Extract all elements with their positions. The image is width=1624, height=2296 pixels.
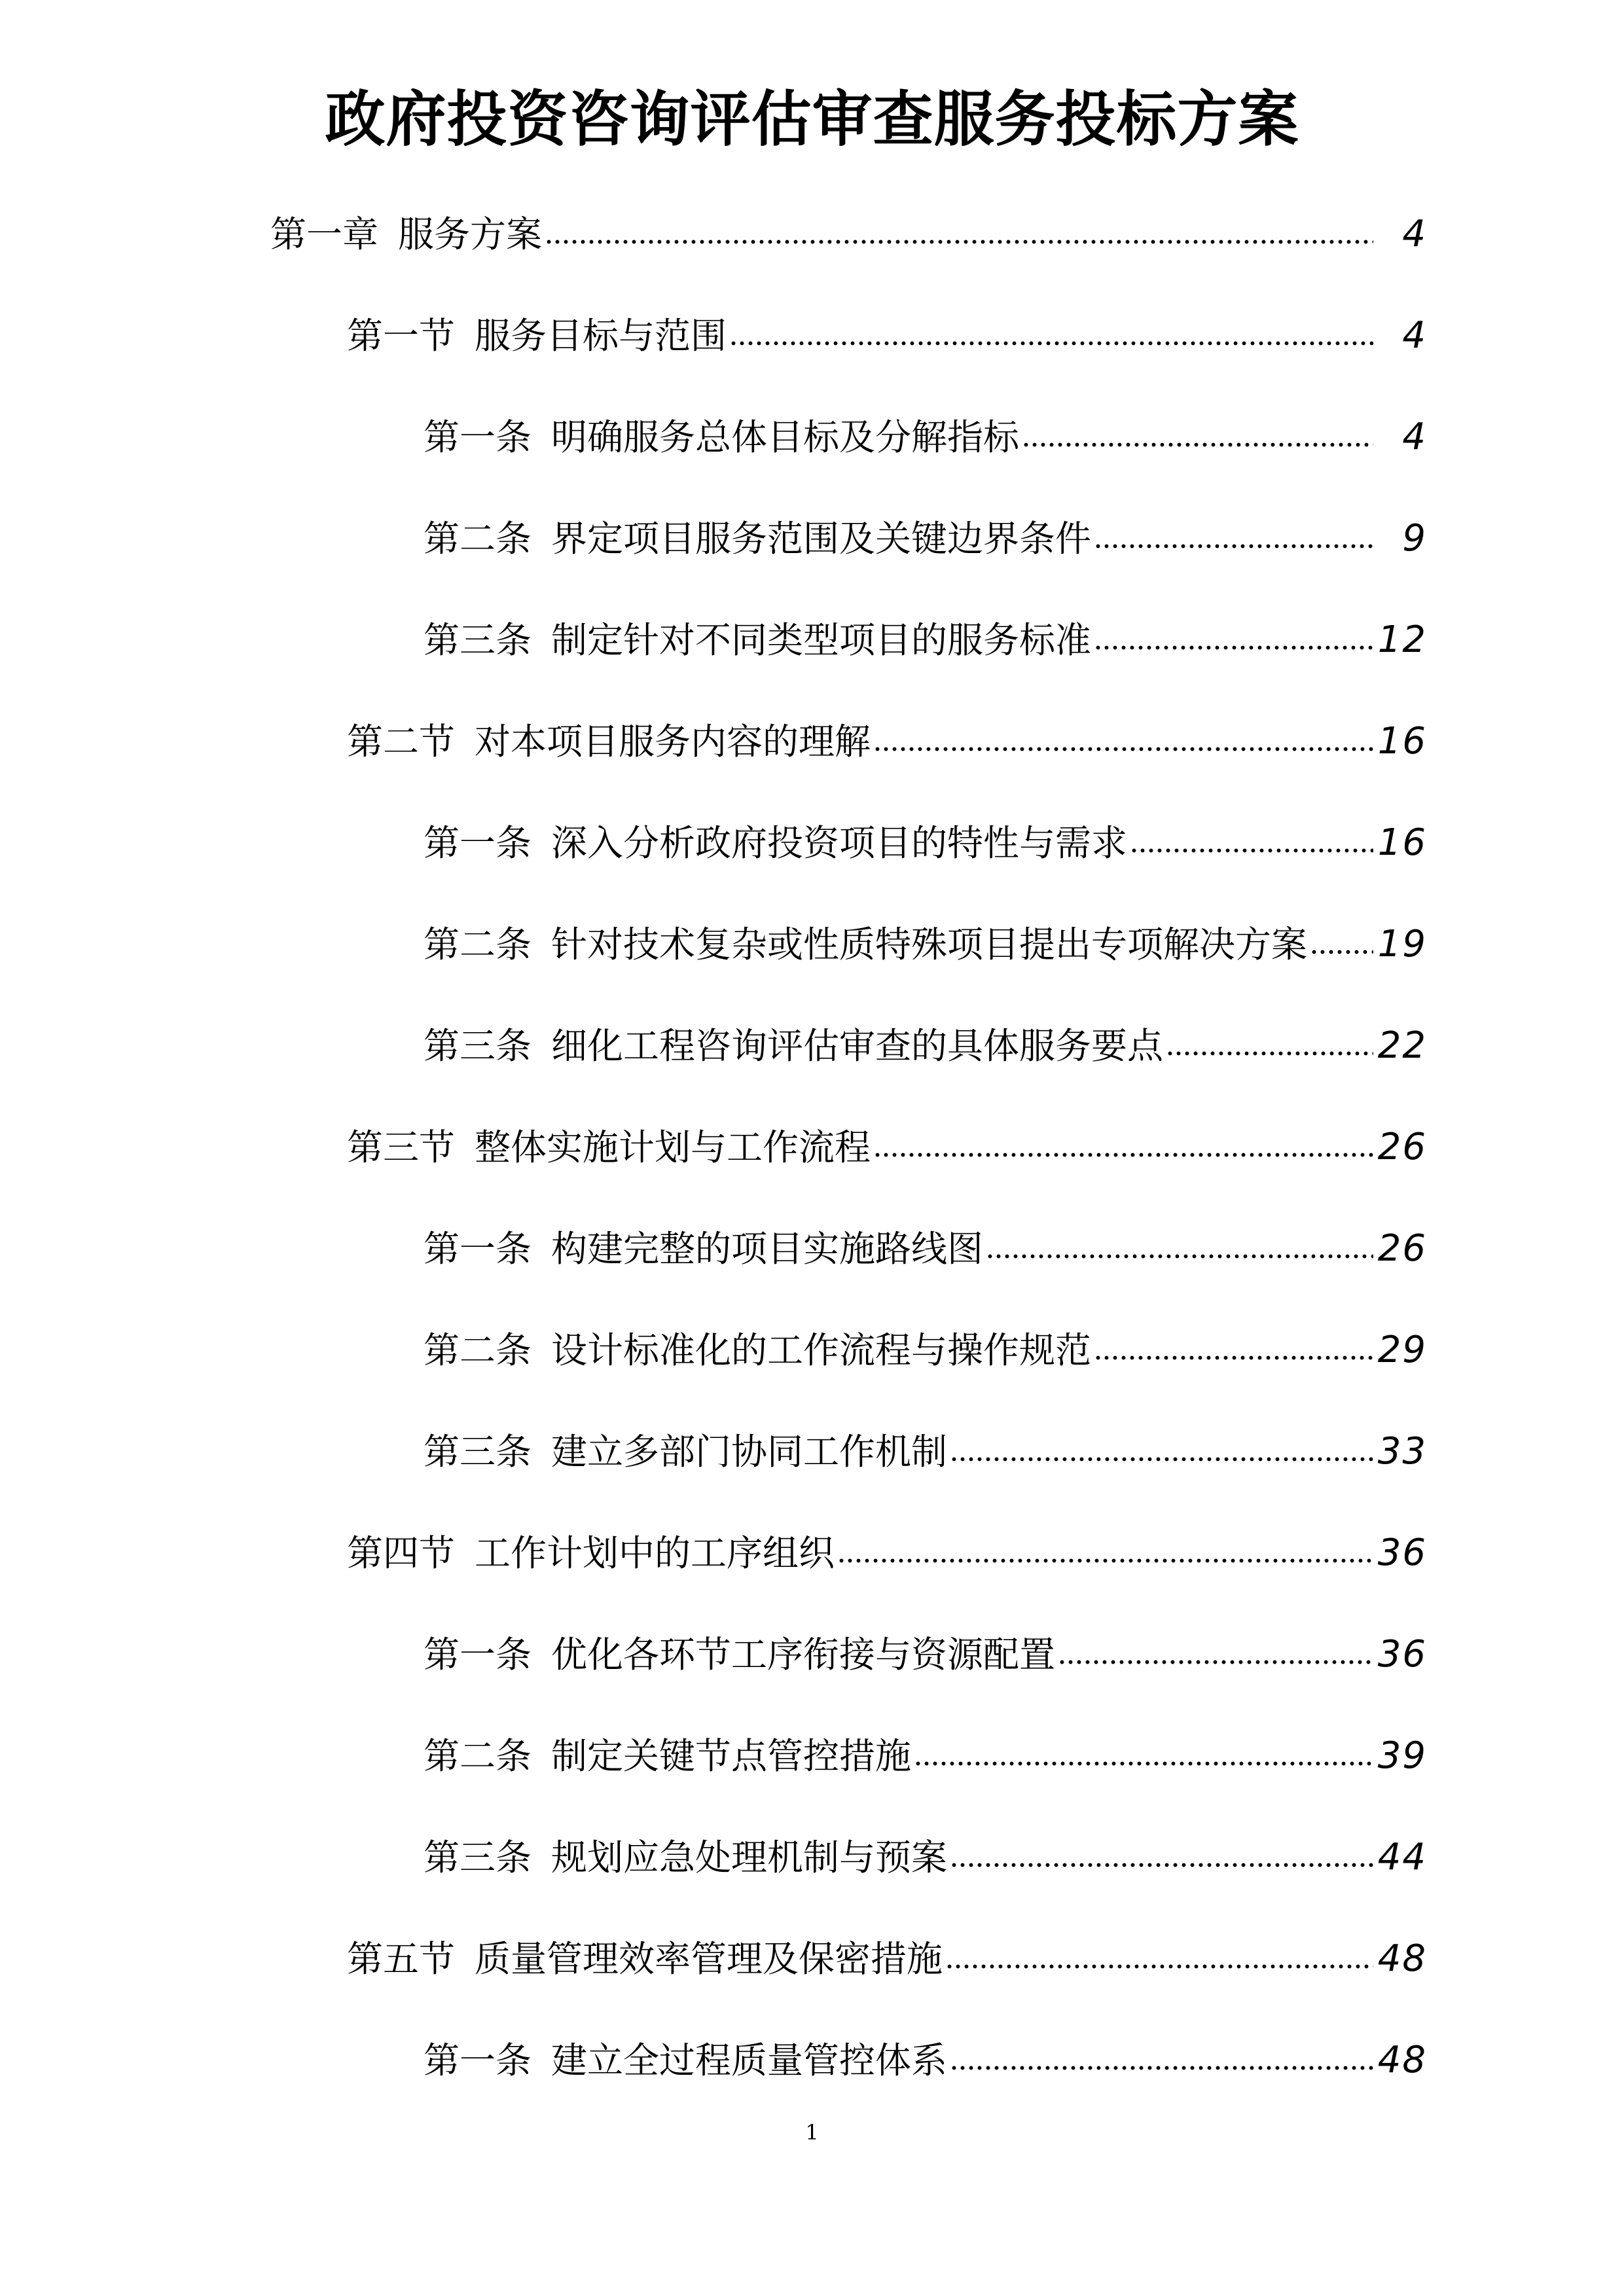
toc-entry-article-2-3[interactable] <box>424 1007 1427 1072</box>
toc-entry-text: 建立全过程质量管控体系 <box>551 2039 948 2081</box>
toc-entry-number: 第三条 <box>424 1837 532 1878</box>
toc-entry-section-3[interactable] <box>347 1108 1427 1174</box>
toc-entry-page: 48 <box>1377 2039 1427 2081</box>
toc-entry-page: 39 <box>1377 1734 1427 1777</box>
toc-entry-text: 针对技术复杂或性质特殊项目提出专项解决方案 <box>551 924 1308 965</box>
toc-entry-label <box>424 817 1130 869</box>
toc-entry-number: 第五节 <box>347 1938 456 1980</box>
toc-entry-page: 48 <box>1377 1937 1427 1980</box>
toc-entry-number: 第三条 <box>424 1025 532 1067</box>
page-number: 1 <box>805 2120 819 2145</box>
toc-entry-section-4[interactable] <box>347 1514 1427 1579</box>
toc-entry-number: 第三节 <box>347 1126 456 1168</box>
toc-entry-page: 9 <box>1402 517 1427 560</box>
document-title: 政府投资咨询评估审查服务投标方案 <box>325 84 1299 154</box>
toc-entry-label <box>424 1020 1166 1072</box>
toc-entry-page: 16 <box>1377 821 1427 864</box>
toc-entry-number: 第一条 <box>424 1228 532 1270</box>
toc-entry-label <box>270 208 545 260</box>
toc-entry-page: 36 <box>1377 1532 1427 1574</box>
toc-entry-text: 制定关键节点管控措施 <box>551 1735 912 1777</box>
toc-entry-number: 第二节 <box>347 721 456 762</box>
toc-dot-leader <box>945 1958 1373 1971</box>
toc-entry-article-4-2[interactable] <box>424 1717 1427 1782</box>
toc-entry-label <box>347 715 873 768</box>
toc-entry-text: 构建完整的项目实施路线图 <box>551 1228 984 1270</box>
toc-dot-leader <box>950 1450 1373 1463</box>
toc-entry-page: 29 <box>1377 1329 1427 1371</box>
toc-entry-page: 26 <box>1377 1227 1427 1270</box>
toc-entry-number: 第二条 <box>424 924 532 965</box>
toc-entry-number: 第一条 <box>424 1634 532 1676</box>
toc-entry-section-5[interactable] <box>347 1920 1427 1985</box>
toc-dot-leader <box>1022 436 1373 449</box>
toc-entry-page: 4 <box>1402 416 1427 458</box>
toc-entry-label <box>424 1324 1094 1376</box>
toc-entry-number: 第二条 <box>424 1735 532 1777</box>
toc-entry-number: 第三条 <box>424 1431 532 1473</box>
toc-entry-article-3-2[interactable] <box>424 1311 1427 1376</box>
toc-entry-article-2-2[interactable] <box>424 905 1427 971</box>
toc-entry-page: 22 <box>1377 1024 1427 1067</box>
toc-entry-text: 服务方案 <box>398 213 543 255</box>
toc-entry-label <box>424 918 1310 971</box>
toc-entry-article-4-1[interactable] <box>424 1615 1427 1681</box>
toc-entry-page: 4 <box>1402 213 1427 255</box>
toc-entry-page: 33 <box>1377 1430 1427 1473</box>
toc-entry-number: 第一条 <box>424 822 532 864</box>
toc-entry-label <box>424 512 1094 565</box>
toc-entry-number: 第四节 <box>347 1532 456 1574</box>
toc-dot-leader <box>1058 1653 1373 1666</box>
toc-entry-label <box>347 310 729 362</box>
toc-dot-leader <box>1166 1045 1373 1058</box>
toc-entry-number: 第三条 <box>424 619 532 661</box>
toc-entry-page: 36 <box>1377 1633 1427 1676</box>
toc-entry-article-5-1[interactable] <box>424 2021 1427 2087</box>
toc-entry-label <box>424 2034 950 2087</box>
toc-entry-section-2[interactable] <box>347 702 1427 768</box>
toc-entry-text: 工作计划中的工序组织 <box>475 1532 835 1574</box>
toc-entry-page: 19 <box>1377 923 1427 965</box>
toc-entry-number: 第一节 <box>347 315 456 357</box>
toc-entry-label <box>424 614 1094 666</box>
toc-entry-label <box>347 1527 837 1579</box>
toc-entry-page: 16 <box>1377 720 1427 762</box>
toc-entry-page: 4 <box>1402 314 1427 357</box>
toc-entry-number: 第二条 <box>424 1329 532 1371</box>
toc-entry-text: 建立多部门协同工作机制 <box>551 1431 948 1473</box>
toc-entry-article-3-1[interactable] <box>424 1210 1427 1275</box>
toc-entry-number: 第一条 <box>424 2039 532 2081</box>
toc-entry-text: 深入分析政府投资项目的特性与需求 <box>551 822 1128 864</box>
toc-dot-leader <box>837 1552 1373 1565</box>
toc-entry-article-2-1[interactable] <box>424 804 1427 869</box>
toc-entry-text: 界定项目服务范围及关键边界条件 <box>551 518 1092 560</box>
toc-entry-text: 细化工程咨询评估审查的具体服务要点 <box>551 1025 1164 1067</box>
toc-entry-label <box>424 1426 950 1478</box>
toc-dot-leader <box>1094 639 1373 652</box>
toc-entry-label <box>424 411 1022 463</box>
toc-dot-leader <box>873 740 1373 753</box>
toc-entry-page: 12 <box>1377 619 1427 661</box>
toc-dot-leader <box>986 1247 1373 1261</box>
toc-dot-leader <box>950 1856 1373 1869</box>
toc-dot-leader <box>1310 943 1373 956</box>
toc-entry-text: 制定针对不同类型项目的服务标准 <box>551 619 1092 661</box>
toc-entry-page: 26 <box>1377 1126 1427 1168</box>
toc-entry-article-3-3[interactable] <box>424 1412 1427 1478</box>
toc-entry-label <box>347 1121 873 1174</box>
toc-entry-label <box>347 1933 945 1985</box>
toc-dot-leader <box>950 2059 1373 2072</box>
toc-entry-text: 优化各环节工序衔接与资源配置 <box>551 1634 1056 1676</box>
toc-dot-leader <box>729 334 1373 348</box>
toc-dot-leader <box>545 233 1373 246</box>
toc-entry-text: 质量管理效率管理及保密措施 <box>475 1938 943 1980</box>
toc-dot-leader <box>914 1755 1373 1768</box>
toc-entry-text: 设计标准化的工作流程与操作规范 <box>551 1329 1092 1371</box>
toc-entry-article-1-2[interactable] <box>424 499 1427 565</box>
toc-entry-label <box>424 1223 986 1275</box>
toc-entry-article-1-1[interactable] <box>424 398 1427 463</box>
toc-entry-text: 明确服务总体目标及分解指标 <box>551 416 1020 458</box>
toc-dot-leader <box>1130 842 1373 855</box>
toc-entry-text: 服务目标与范围 <box>475 315 727 357</box>
toc-entry-chapter-1[interactable] <box>270 195 1427 260</box>
toc-dot-leader <box>1094 1349 1373 1362</box>
toc-dot-leader <box>873 1146 1373 1159</box>
toc-entry-number: 第一章 <box>270 213 379 255</box>
toc-entry-label <box>424 1730 914 1782</box>
toc-entry-number: 第一条 <box>424 416 532 458</box>
toc-entry-label <box>424 1831 950 1884</box>
toc-entry-text: 规划应急处理机制与预案 <box>551 1837 948 1878</box>
toc-entry-text: 对本项目服务内容的理解 <box>475 721 871 762</box>
toc-entry-number: 第二条 <box>424 518 532 560</box>
toc-entry-text: 整体实施计划与工作流程 <box>475 1126 871 1168</box>
toc-entry-page: 44 <box>1377 1836 1427 1878</box>
toc-entry-article-1-3[interactable] <box>424 601 1427 666</box>
toc-entry-article-4-3[interactable] <box>424 1818 1427 1884</box>
toc-dot-leader <box>1094 537 1373 550</box>
toc-entry-label <box>424 1628 1058 1681</box>
toc-entry-section-1[interactable] <box>347 296 1427 362</box>
